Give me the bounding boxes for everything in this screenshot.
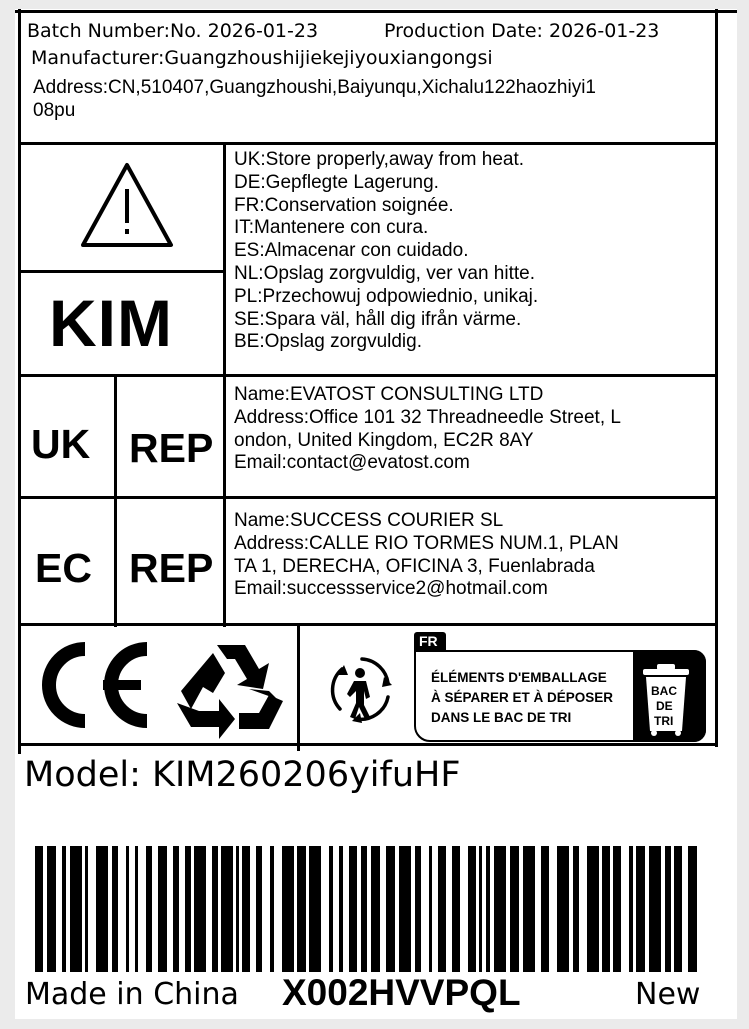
barcode-bar [236,846,239,972]
barcode-bar [35,846,43,972]
barcode-bar [158,846,167,972]
barcode-bar [282,846,294,972]
ec-rep-tag: REP [129,545,214,591]
barcode-bar [557,846,569,972]
barcode-bar [329,846,333,972]
address-line-2: 08pu [33,100,76,121]
barcode-bar [47,846,56,972]
triman-icon [330,653,394,727]
warning-line-0: UK:Store properly,away from heat. [234,149,525,170]
uk-rep-line-1: Address:Office 101 32 Threadneedle Street, L [234,406,621,428]
barcode-bar [112,846,118,972]
barcode-bar [297,846,306,972]
uk-rep-details [234,384,621,475]
barcode-bar [146,846,152,972]
uk-tag: UK [31,421,91,467]
barcode-bar [523,846,535,972]
barcode-bar [541,846,549,972]
barcode-bar [438,846,446,972]
divider-h4 [18,496,718,499]
ec-rep-line-1: Address:CALLE RIO TORMES NUM.1, PLAN [234,532,619,554]
barcode-bar [70,846,82,972]
warning-line-7: SE:Spara väl, håll dig ifrån värme. [234,308,522,330]
barcode-bar [173,846,179,972]
triman-country: FR [419,633,438,649]
barcode-bar [135,846,138,972]
barcode-bar [602,846,610,972]
divider-h6 [18,743,718,746]
barcode-bar [242,846,250,972]
address-line-1: Address:CN,510407,Guangzhoushi,Baiyunqu,Xichalu122haozhiyi1 [33,77,596,98]
barcode-bar [452,846,460,972]
brand-logo: KIM [49,286,173,360]
model-number: Model: KIM260206yifuHF [24,755,461,795]
recycle-icon [173,639,289,741]
barcode-bar [573,846,579,972]
ec-rep-line-3: Email:successservice2@hotmail.com [234,578,548,600]
barcode-bar [221,846,233,972]
barcode-bar [194,846,206,972]
ce-mark-icon [35,637,157,733]
ec-tag: EC [35,545,92,591]
barcode-bar [415,846,421,972]
barcode-bar [126,846,129,972]
uk-rep-line-2: ondon, United Kingdom, EC2R 8AY [234,429,534,451]
warning-line-5: NL:Opslag zorgvuldig, ver van hitte. [234,262,535,284]
barcode-bar [96,846,108,972]
warning-line-8: BE:Opslag zorgvuldig. [234,331,422,353]
barcode-bar [636,846,645,972]
condition: New [635,977,701,1012]
barcode-bar [399,846,411,972]
bin-text-2: DE [656,699,673,713]
divider-v-rep1 [114,374,117,627]
border-left [18,9,21,754]
bin-text-3: TRI [654,714,674,728]
barcode-bar [270,846,274,972]
warning-line-4: ES:Almacenar con cuidado. [234,240,469,262]
barcode-bar [256,846,262,972]
barcode-bar [629,846,633,972]
barcode-bar [510,846,519,972]
divider-v-bottom [297,623,300,751]
barcode-bar [674,846,682,972]
divider-v-main [223,142,226,627]
barcode-bar [349,846,357,972]
barcode-bar [494,846,506,972]
barcode-bar [468,846,476,972]
ec-rep-details [234,510,619,601]
manufacturer: Manufacturer:Guangzhoushijiekejiyouxiangongsi [31,47,493,69]
barcode-bar [339,846,343,972]
divider-h1 [18,142,718,145]
barcode-bar [665,846,671,972]
barcode-bar [185,846,191,972]
barcode-bar [649,846,661,972]
barcode-bar [371,846,380,972]
uk-rep-line-3: Email:contact@evatost.com [234,452,470,474]
barcode-bar [688,846,697,972]
triman-line-1: ÉLÉMENTS D'EMBALLAGE [431,670,607,685]
barcode-bar [386,846,395,972]
product-code: X002HVVPQL [282,972,521,1013]
warning-line-2: FR:Conservation soignée. [234,194,454,216]
triman-line-3: DANS LE BAC DE TRI [431,710,572,725]
triman-line-2: À SÉPARER ET À DÉPOSER [431,690,614,705]
barcode-bar [486,846,490,972]
border-right [715,9,718,747]
divider-h2 [18,270,223,273]
bin-text-1: BAC [651,684,677,698]
barcode-bar [85,846,88,972]
uk-rep-tag: REP [129,425,214,471]
barcode-bar [479,846,482,972]
warning-line-1: DE:Gepflegte Lagerung. [234,171,439,193]
divider-h3 [18,374,718,377]
barcode-bar [587,846,599,972]
warning-triangle-icon [78,159,176,251]
uk-rep-line-0: Name:EVATOST CONSULTING LTD [234,384,544,405]
warning-line-3: IT:Mantenere con cura. [234,217,429,239]
product-label [15,9,737,1019]
warnings-list [234,149,538,354]
barcode-bar [62,846,66,972]
ec-rep-line-0: Name:SUCCESS COURIER SL [234,510,504,531]
barcode-bar [309,846,321,972]
border-top [15,10,737,13]
batch-number: Batch Number:No. 2026-01-23 [27,20,319,42]
made-in: Made in China [25,977,239,1012]
barcode-bar [361,846,367,972]
production-date: Production Date: 2026-01-23 [384,20,660,42]
barcode-bar [429,846,432,972]
barcode-bar [613,846,621,972]
divider-h5 [18,623,718,626]
warning-line-6: PL:Przechowuj odpowiednio, unikaj. [234,285,539,307]
barcode [27,846,717,972]
ec-rep-line-2: TA 1, DERECHA, OFICINA 3, Fuenlabrada [234,555,595,577]
barcode-bar [212,846,218,972]
